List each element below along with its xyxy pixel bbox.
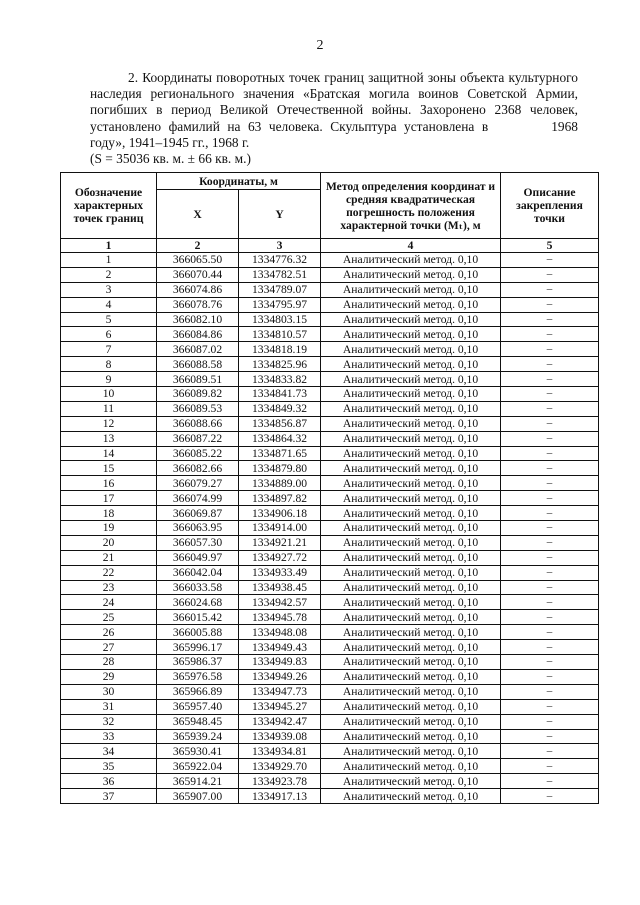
description-cell: – <box>501 253 599 268</box>
table-row <box>61 282 599 297</box>
description-cell: – <box>501 655 599 670</box>
table-row <box>61 610 599 625</box>
column-number-1: 1 <box>61 239 157 253</box>
method-cell: Аналитический метод. 0,10 <box>321 565 501 580</box>
method-cell: Аналитический метод. 0,10 <box>321 714 501 729</box>
description-cell: – <box>501 640 599 655</box>
description-cell: – <box>501 476 599 491</box>
description-cell: – <box>501 312 599 327</box>
description-cell: – <box>501 729 599 744</box>
y-coordinate: 1334933.49 <box>239 565 321 580</box>
table-row <box>61 446 599 461</box>
point-number: 3 <box>61 282 157 297</box>
y-coordinate: 1334776.32 <box>239 253 321 268</box>
table-row <box>61 431 599 446</box>
x-coordinate: 366082.10 <box>157 312 239 327</box>
method-cell: Аналитический метод. 0,10 <box>321 535 501 550</box>
point-number: 30 <box>61 684 157 699</box>
y-coordinate: 1334948.08 <box>239 625 321 640</box>
y-coordinate: 1334947.73 <box>239 684 321 699</box>
table-row <box>61 625 599 640</box>
page-number: 2 <box>316 38 324 53</box>
description-cell: – <box>501 327 599 342</box>
table-row <box>61 535 599 550</box>
x-coordinate: 366005.88 <box>157 625 239 640</box>
x-coordinate: 366033.58 <box>157 580 239 595</box>
y-coordinate: 1334841.73 <box>239 387 321 402</box>
header-coordinates: Координаты, м <box>157 173 321 190</box>
x-coordinate: 365939.24 <box>157 729 239 744</box>
table-row <box>61 401 599 416</box>
x-coordinate: 366057.30 <box>157 535 239 550</box>
table-row <box>61 476 599 491</box>
point-number: 15 <box>61 461 157 476</box>
method-cell: Аналитический метод. 0,10 <box>321 774 501 789</box>
header-designation: Обозначение характерных точек границ <box>61 173 157 239</box>
method-cell: Аналитический метод. 0,10 <box>321 684 501 699</box>
y-coordinate: 1334897.82 <box>239 491 321 506</box>
table-row <box>61 565 599 580</box>
x-coordinate: 365907.00 <box>157 789 239 804</box>
description-cell: – <box>501 610 599 625</box>
table-row <box>61 774 599 789</box>
table-row <box>61 699 599 714</box>
point-number: 11 <box>61 401 157 416</box>
method-cell: Аналитический метод. 0,10 <box>321 312 501 327</box>
point-number: 14 <box>61 446 157 461</box>
description-cell: – <box>501 521 599 536</box>
x-coordinate: 366070.44 <box>157 267 239 282</box>
header-description: Описание закрепления точки <box>501 173 599 239</box>
x-coordinate: 366024.68 <box>157 595 239 610</box>
point-number: 17 <box>61 491 157 506</box>
point-number: 13 <box>61 431 157 446</box>
table-row <box>61 789 599 804</box>
y-coordinate: 1334927.72 <box>239 550 321 565</box>
point-number: 22 <box>61 565 157 580</box>
point-number: 32 <box>61 714 157 729</box>
description-cell: – <box>501 342 599 357</box>
table-row <box>61 491 599 506</box>
description-cell: – <box>501 357 599 372</box>
y-coordinate: 1334949.83 <box>239 655 321 670</box>
y-coordinate: 1334795.97 <box>239 297 321 312</box>
method-cell: Аналитический метод. 0,10 <box>321 357 501 372</box>
method-cell: Аналитический метод. 0,10 <box>321 729 501 744</box>
point-number: 16 <box>61 476 157 491</box>
point-number: 24 <box>61 595 157 610</box>
point-number: 21 <box>61 550 157 565</box>
table-row <box>61 357 599 372</box>
description-cell: – <box>501 789 599 804</box>
x-coordinate: 365966.89 <box>157 684 239 699</box>
intro-year-text: 1968 году», 1941–1945 гг., 1968 г. <box>90 118 578 150</box>
x-coordinate: 366089.53 <box>157 401 239 416</box>
y-coordinate: 1334825.96 <box>239 357 321 372</box>
description-cell: – <box>501 491 599 506</box>
method-cell: Аналитический метод. 0,10 <box>321 476 501 491</box>
x-coordinate: 366074.99 <box>157 491 239 506</box>
y-coordinate: 1334782.51 <box>239 267 321 282</box>
description-cell: – <box>501 580 599 595</box>
method-cell: Аналитический метод. 0,10 <box>321 297 501 312</box>
x-coordinate: 365930.41 <box>157 744 239 759</box>
description-cell: – <box>501 759 599 774</box>
description-cell: – <box>501 669 599 684</box>
description-cell: – <box>501 625 599 640</box>
y-coordinate: 1334942.57 <box>239 595 321 610</box>
x-coordinate: 366084.86 <box>157 327 239 342</box>
x-coordinate: 366049.97 <box>157 550 239 565</box>
intro-main-text: 2. Координаты поворотных точек границ защитной зоны объекта культурного наследия регионального значения «Братская могила воинов Советской Армии, погибших в период Великой Отечественной войны. Захоронено 2368 человек, установлено фамилий на 63 человека. Скульптура установлена в <box>90 70 578 134</box>
method-cell: Аналитический метод. 0,10 <box>321 640 501 655</box>
point-number: 19 <box>61 521 157 536</box>
column-number-4: 4 <box>321 239 501 253</box>
x-coordinate: 365976.58 <box>157 669 239 684</box>
point-number: 4 <box>61 297 157 312</box>
table-row <box>61 640 599 655</box>
method-cell: Аналитический метод. 0,10 <box>321 461 501 476</box>
method-cell: Аналитический метод. 0,10 <box>321 446 501 461</box>
x-coordinate: 365986.37 <box>157 655 239 670</box>
y-coordinate: 1334914.00 <box>239 521 321 536</box>
description-cell: – <box>501 446 599 461</box>
description-cell: – <box>501 714 599 729</box>
point-number: 6 <box>61 327 157 342</box>
method-cell: Аналитический метод. 0,10 <box>321 580 501 595</box>
point-number: 1 <box>61 253 157 268</box>
intro-area-text: (S = 35036 кв. м. ± 66 кв. м.) <box>90 151 251 167</box>
point-number: 35 <box>61 759 157 774</box>
x-coordinate: 365957.40 <box>157 699 239 714</box>
table-row <box>61 297 599 312</box>
description-cell: – <box>501 387 599 402</box>
description-cell: – <box>501 684 599 699</box>
x-coordinate: 366079.27 <box>157 476 239 491</box>
point-number: 7 <box>61 342 157 357</box>
method-cell: Аналитический метод. 0,10 <box>321 655 501 670</box>
point-number: 12 <box>61 416 157 431</box>
point-number: 10 <box>61 387 157 402</box>
header-y: Y <box>239 190 321 239</box>
intro-text <box>90 70 578 151</box>
method-cell: Аналитический метод. 0,10 <box>321 401 501 416</box>
y-coordinate: 1334939.08 <box>239 729 321 744</box>
method-cell: Аналитический метод. 0,10 <box>321 431 501 446</box>
y-coordinate: 1334810.57 <box>239 327 321 342</box>
description-cell: – <box>501 461 599 476</box>
x-coordinate: 366089.51 <box>157 372 239 387</box>
table-row <box>61 506 599 521</box>
description-cell: – <box>501 565 599 580</box>
x-coordinate: 366089.82 <box>157 387 239 402</box>
method-cell: Аналитический метод. 0,10 <box>321 625 501 640</box>
x-coordinate: 366078.76 <box>157 297 239 312</box>
description-cell: – <box>501 595 599 610</box>
point-number: 31 <box>61 699 157 714</box>
y-coordinate: 1334945.78 <box>239 610 321 625</box>
coordinates-table <box>60 172 599 804</box>
description-cell: – <box>501 506 599 521</box>
table-row <box>61 669 599 684</box>
method-cell: Аналитический метод. 0,10 <box>321 595 501 610</box>
description-cell: – <box>501 282 599 297</box>
point-number: 36 <box>61 774 157 789</box>
y-coordinate: 1334921.21 <box>239 535 321 550</box>
table-row <box>61 312 599 327</box>
y-coordinate: 1334949.26 <box>239 669 321 684</box>
y-coordinate: 1334833.82 <box>239 372 321 387</box>
description-cell: – <box>501 297 599 312</box>
description-cell: – <box>501 267 599 282</box>
x-coordinate: 366065.50 <box>157 253 239 268</box>
point-number: 20 <box>61 535 157 550</box>
y-coordinate: 1334864.32 <box>239 431 321 446</box>
point-number: 18 <box>61 506 157 521</box>
table-row <box>61 342 599 357</box>
method-cell: Аналитический метод. 0,10 <box>321 610 501 625</box>
y-coordinate: 1334879.80 <box>239 461 321 476</box>
y-coordinate: 1334789.07 <box>239 282 321 297</box>
point-number: 9 <box>61 372 157 387</box>
point-number: 34 <box>61 744 157 759</box>
x-coordinate: 366085.22 <box>157 446 239 461</box>
x-coordinate: 365914.21 <box>157 774 239 789</box>
point-number: 25 <box>61 610 157 625</box>
y-coordinate: 1334949.43 <box>239 640 321 655</box>
description-cell: – <box>501 774 599 789</box>
method-cell: Аналитический метод. 0,10 <box>321 744 501 759</box>
y-coordinate: 1334889.00 <box>239 476 321 491</box>
table-row <box>61 729 599 744</box>
y-coordinate: 1334929.70 <box>239 759 321 774</box>
y-coordinate: 1334906.18 <box>239 506 321 521</box>
method-cell: Аналитический метод. 0,10 <box>321 521 501 536</box>
description-cell: – <box>501 431 599 446</box>
table-row <box>61 744 599 759</box>
method-cell: Аналитический метод. 0,10 <box>321 327 501 342</box>
table-row <box>61 759 599 774</box>
x-coordinate: 365948.45 <box>157 714 239 729</box>
table-row <box>61 550 599 565</box>
description-cell: – <box>501 699 599 714</box>
y-coordinate: 1334942.47 <box>239 714 321 729</box>
point-number: 27 <box>61 640 157 655</box>
table-row <box>61 416 599 431</box>
y-coordinate: 1334934.81 <box>239 744 321 759</box>
point-number: 8 <box>61 357 157 372</box>
y-coordinate: 1334871.65 <box>239 446 321 461</box>
header-method: Метод определения координат и средняя квадратическая погрешность положения характерной точки (Mₜ), м <box>321 173 501 239</box>
table-row <box>61 580 599 595</box>
method-cell: Аналитический метод. 0,10 <box>321 416 501 431</box>
x-coordinate: 366088.66 <box>157 416 239 431</box>
intro-paragraph <box>90 70 578 167</box>
column-number-2: 2 <box>157 239 239 253</box>
table-row <box>61 595 599 610</box>
method-cell: Аналитический метод. 0,10 <box>321 506 501 521</box>
description-cell: – <box>501 550 599 565</box>
point-number: 37 <box>61 789 157 804</box>
point-number: 26 <box>61 625 157 640</box>
method-cell: Аналитический метод. 0,10 <box>321 342 501 357</box>
method-cell: Аналитический метод. 0,10 <box>321 282 501 297</box>
table-row <box>61 684 599 699</box>
y-coordinate: 1334923.78 <box>239 774 321 789</box>
table-row <box>61 253 599 268</box>
description-cell: – <box>501 744 599 759</box>
x-coordinate: 366074.86 <box>157 282 239 297</box>
x-coordinate: 366063.95 <box>157 521 239 536</box>
column-number-5: 5 <box>501 239 599 253</box>
table-row <box>61 714 599 729</box>
description-cell: – <box>501 535 599 550</box>
method-cell: Аналитический метод. 0,10 <box>321 372 501 387</box>
description-cell: – <box>501 372 599 387</box>
y-coordinate: 1334917.13 <box>239 789 321 804</box>
description-cell: – <box>501 401 599 416</box>
y-coordinate: 1334945.27 <box>239 699 321 714</box>
y-coordinate: 1334938.45 <box>239 580 321 595</box>
table-row <box>61 461 599 476</box>
method-cell: Аналитический метод. 0,10 <box>321 267 501 282</box>
method-cell: Аналитический метод. 0,10 <box>321 387 501 402</box>
method-cell: Аналитический метод. 0,10 <box>321 550 501 565</box>
point-number: 29 <box>61 669 157 684</box>
x-coordinate: 366015.42 <box>157 610 239 625</box>
method-cell: Аналитический метод. 0,10 <box>321 789 501 804</box>
x-coordinate: 365922.04 <box>157 759 239 774</box>
point-number: 5 <box>61 312 157 327</box>
x-coordinate: 366082.66 <box>157 461 239 476</box>
point-number: 33 <box>61 729 157 744</box>
point-number: 23 <box>61 580 157 595</box>
table-row <box>61 387 599 402</box>
table-row <box>61 327 599 342</box>
x-coordinate: 366069.87 <box>157 506 239 521</box>
method-cell: Аналитический метод. 0,10 <box>321 699 501 714</box>
table-body <box>61 253 599 804</box>
y-coordinate: 1334803.15 <box>239 312 321 327</box>
method-cell: Аналитический метод. 0,10 <box>321 759 501 774</box>
y-coordinate: 1334818.19 <box>239 342 321 357</box>
description-cell: – <box>501 416 599 431</box>
table-row <box>61 655 599 670</box>
method-cell: Аналитический метод. 0,10 <box>321 669 501 684</box>
method-cell: Аналитический метод. 0,10 <box>321 491 501 506</box>
y-coordinate: 1334849.32 <box>239 401 321 416</box>
column-number-3: 3 <box>239 239 321 253</box>
method-cell: Аналитический метод. 0,10 <box>321 253 501 268</box>
x-coordinate: 366042.04 <box>157 565 239 580</box>
x-coordinate: 365996.17 <box>157 640 239 655</box>
header-x: X <box>157 190 239 239</box>
y-coordinate: 1334856.87 <box>239 416 321 431</box>
point-number: 2 <box>61 267 157 282</box>
table-row <box>61 521 599 536</box>
x-coordinate: 366087.22 <box>157 431 239 446</box>
x-coordinate: 366088.58 <box>157 357 239 372</box>
table-row <box>61 267 599 282</box>
table-row <box>61 372 599 387</box>
point-number: 28 <box>61 655 157 670</box>
x-coordinate: 366087.02 <box>157 342 239 357</box>
